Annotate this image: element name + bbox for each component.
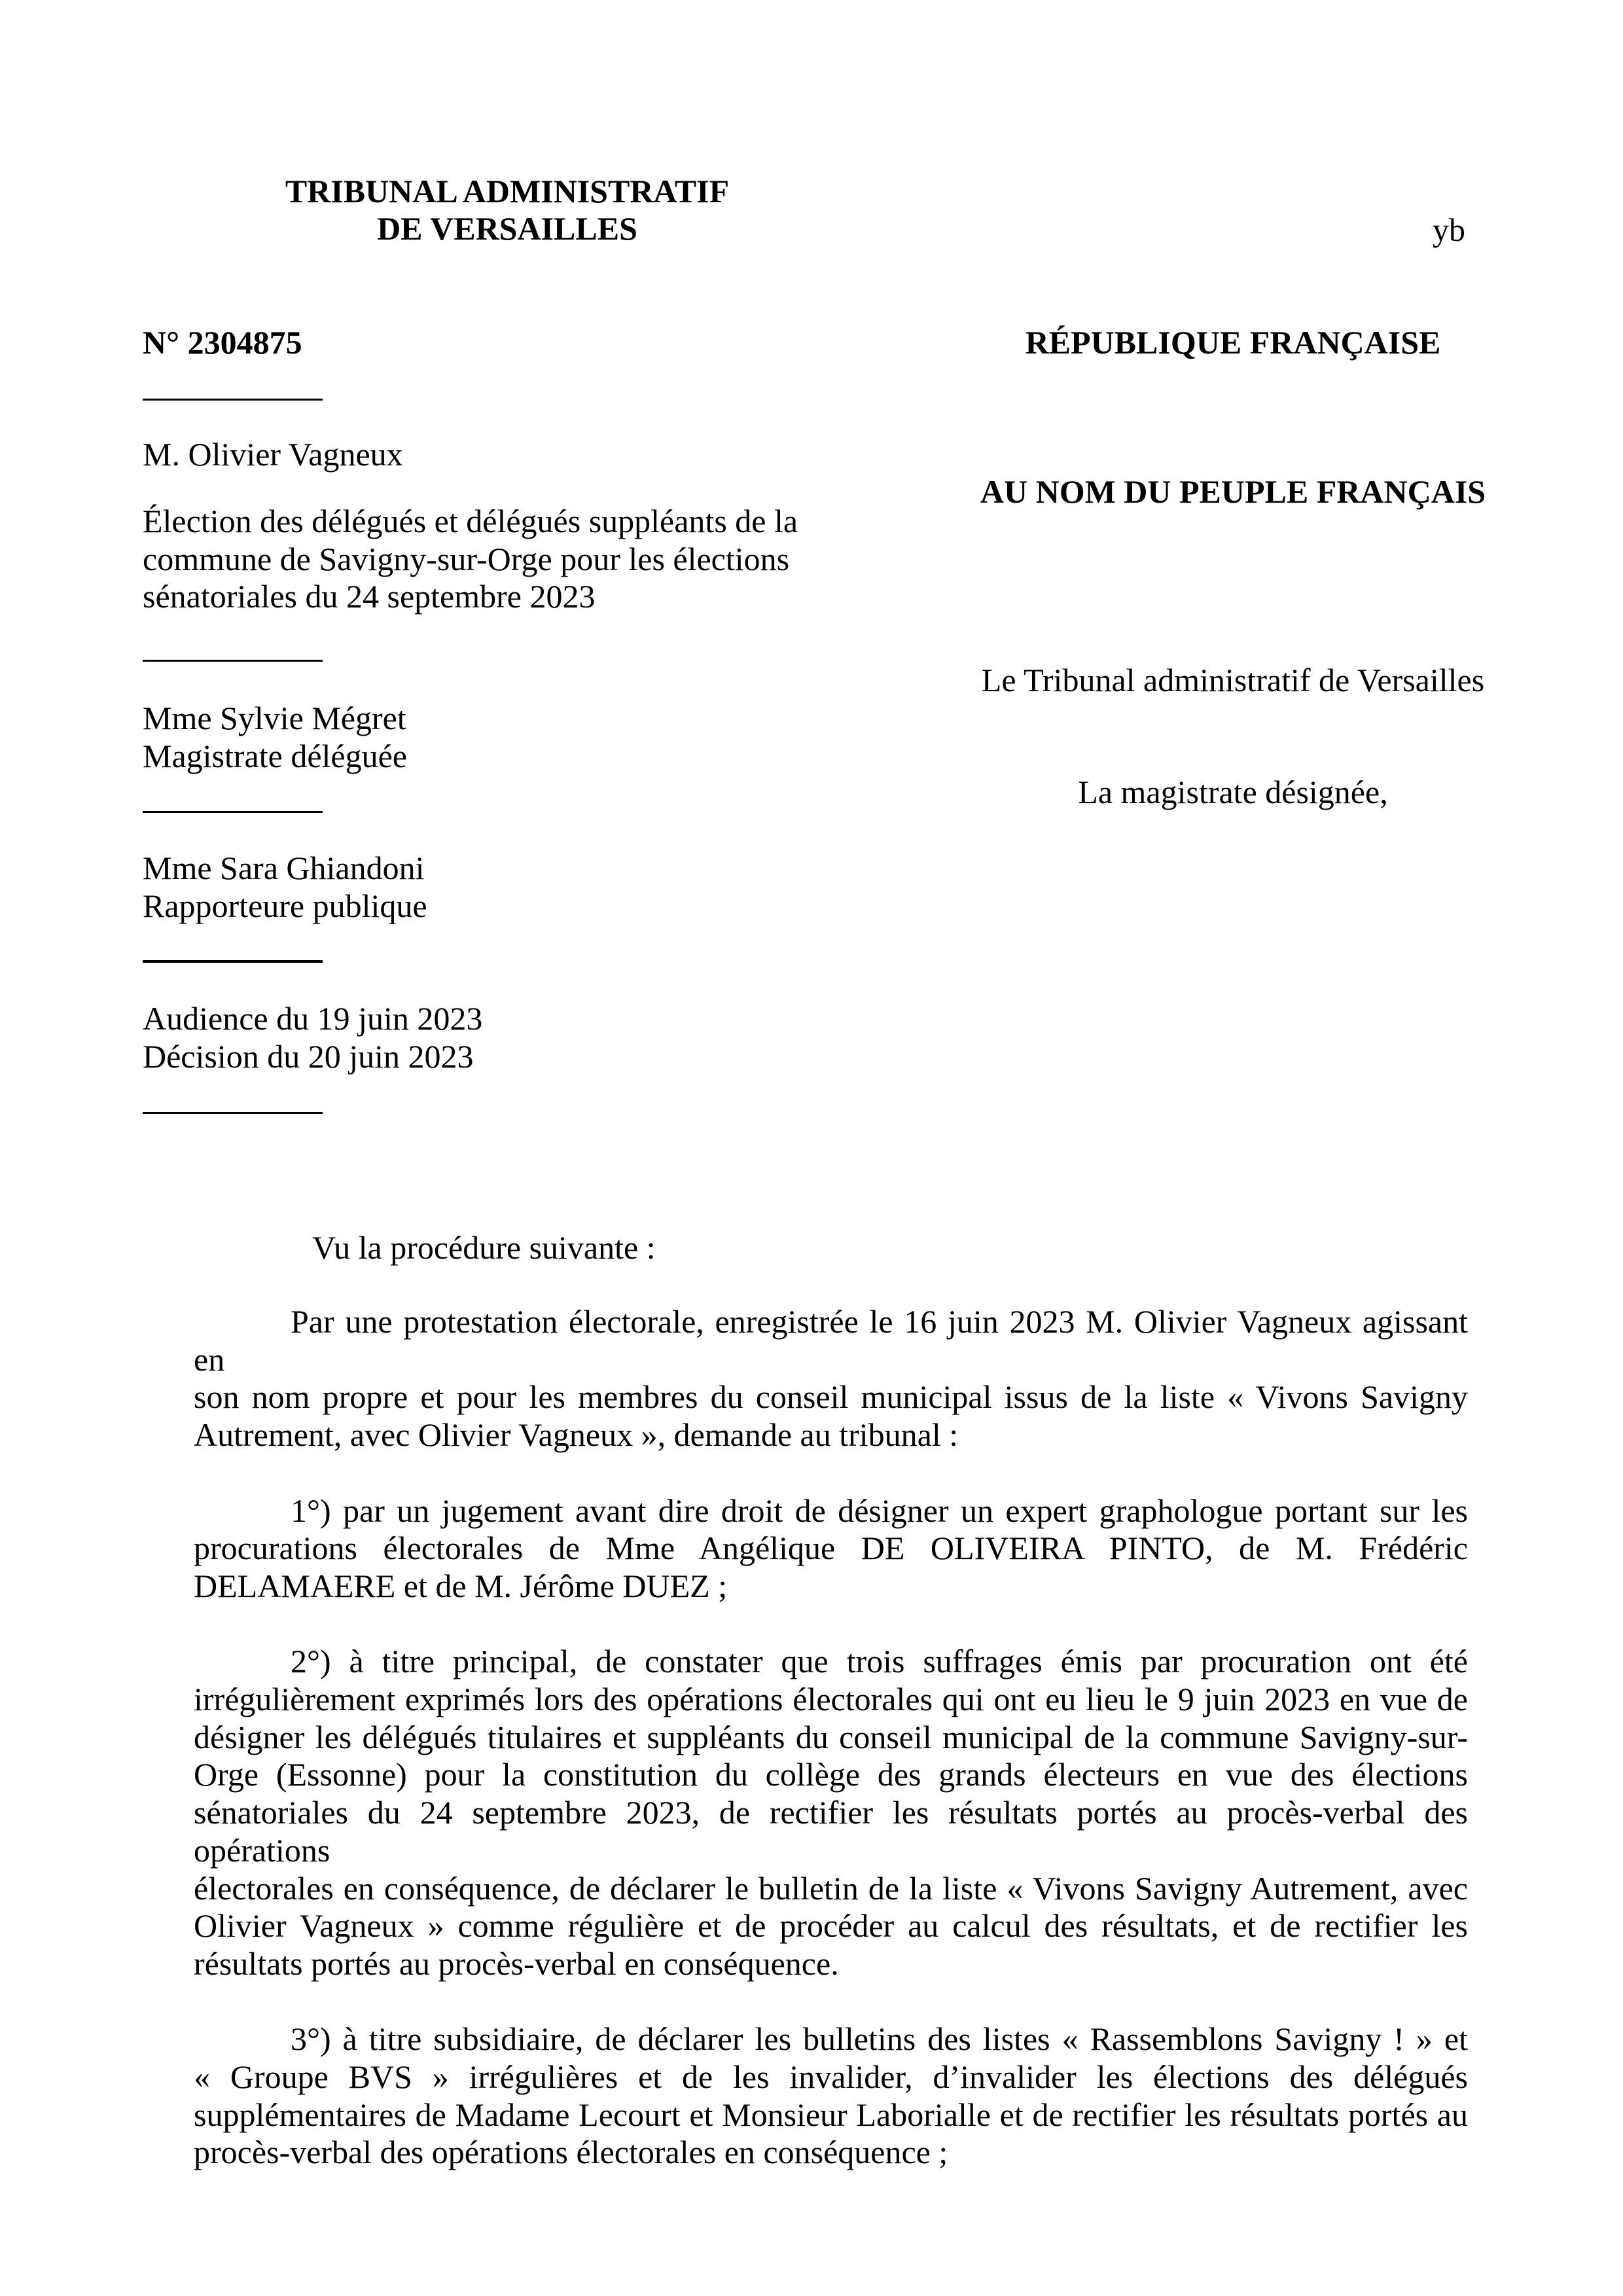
separator-rule — [143, 960, 323, 963]
text-line: 1°) par un jugement avant dire droit de désigner un expert graphologue portant sur les — [291, 1492, 1468, 1529]
procedure-intro: Vu la procédure suivante : — [312, 1229, 656, 1266]
text-line: 3°) à titre subsidiaire, de déclarer les bulletins des listes « Rassemblons Savigny ! » et — [291, 2020, 1468, 2058]
text-line: procès-verbal des opérations électorales en conséquence ; — [194, 2134, 948, 2171]
procedure-body — [194, 1303, 1468, 2210]
separator-rule — [143, 1112, 323, 1114]
text-line: « Groupe BVS » irrégulières et de les invalider, d’invalider les élections des délégués — [194, 2058, 1468, 2096]
judge-role: Magistrate déléguée — [143, 737, 407, 774]
case-subject-line: commune de Savigny-sur-Orge pour les élections — [143, 540, 790, 577]
text-line: supplémentaires de Madame Lecourt et Monsieur Laborialle et de rectifier les résultats portés au — [194, 2096, 1468, 2133]
text-line: son nom propre et pour les membres du conseil municipal issus de la liste « Vivons Savigny — [194, 1378, 1468, 1416]
rapporteur-info — [143, 850, 427, 925]
separator-rule — [143, 399, 323, 401]
judge-intro: La magistrate désignée, — [1078, 774, 1388, 810]
paragraph-request-3 — [194, 2020, 1468, 2172]
court-intro: Le Tribunal administratif de Versailles — [981, 662, 1485, 698]
text-line: électorales en conséquence, de déclarer le bulletin de la liste « Vivons Savigny Autrement, avec — [194, 1869, 1468, 1907]
clerk-initials: yb — [1433, 211, 1465, 248]
paragraph-protest — [194, 1303, 1468, 1454]
text-line: irrégulièrement exprimés lors des opérations électorales qui ont eu lieu le 9 juin 2023 en vue de — [194, 1681, 1468, 1717]
dates-info — [143, 1000, 482, 1075]
case-number: N° 2304875 — [143, 324, 302, 361]
court-name-line1: TRIBUNAL ADMINISTRATIF — [285, 173, 730, 209]
text-line: Orge (Essonne) pour la constitution du collège des grands électeurs en vue des élections — [194, 1756, 1468, 1793]
text-line: Par une protestation électorale, enregistrée le 16 juin 2023 M. Olivier Vagneux agissant en — [194, 1303, 1468, 1378]
republic-heading: RÉPUBLIQUE FRANÇAISE — [1025, 324, 1441, 361]
text-line: résultats portés au procès-verbal en conséquence. — [194, 1945, 839, 1982]
decision-date: Décision du 20 juin 2023 — [143, 1037, 474, 1075]
text-line: 2°) à titre principal, de constater que trois suffrages émis par procuration ont été — [291, 1643, 1468, 1680]
text-line: procurations électorales de Mme Angélique DE OLIVEIRA PINTO, de M. Frédéric — [194, 1530, 1468, 1567]
case-subject-line: Élection des délégués et délégués suppléants de la — [143, 503, 798, 539]
separator-rule — [143, 660, 323, 662]
judge-name: Mme Sylvie Mégret — [143, 700, 406, 736]
hearing-date: Audience du 19 juin 2023 — [143, 1000, 483, 1037]
text-line: DELAMAERE et de M. Jérôme DUEZ ; — [194, 1567, 728, 1604]
rapporteur-name: Mme Sara Ghiandoni — [143, 850, 425, 886]
case-subject — [143, 503, 798, 616]
paragraph-request-2 — [194, 1643, 1468, 1982]
plaintiff-name: M. Olivier Vagneux — [143, 436, 403, 473]
text-line: sénatoriales du 24 septembre 2023, de rectifier les résultats portés au procès-verbal des opérations — [194, 1794, 1468, 1869]
court-name-line2: DE VERSAILLES — [377, 210, 637, 247]
rapporteur-role: Rapporteure publique — [143, 887, 427, 924]
case-subject-line: sénatoriales du 24 septembre 2023 — [143, 578, 596, 615]
judge-info — [143, 700, 407, 775]
text-line: Autrement, avec Olivier Vagneux », demande au tribunal : — [194, 1416, 959, 1454]
paragraph-request-1 — [194, 1492, 1468, 1605]
text-line: désigner les délégués titulaires et suppléants du conseil municipal de la commune Savigny-sur- — [194, 1718, 1468, 1755]
people-heading: AU NOM DU PEUPLE FRANÇAIS — [980, 473, 1486, 510]
text-line: Olivier Vagneux » comme régulière et de procéder au calcul des résultats, et de rectifier les — [194, 1907, 1468, 1945]
separator-rule — [143, 811, 323, 813]
